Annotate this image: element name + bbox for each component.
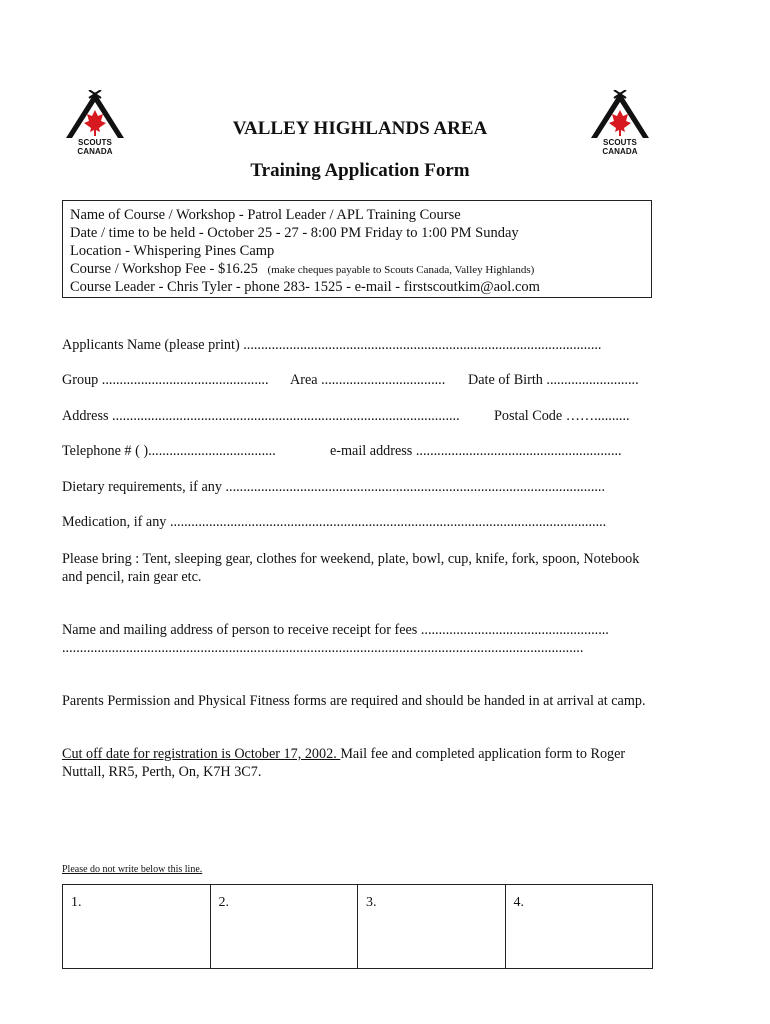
logo-caption: SCOUTS CANADA (77, 138, 113, 156)
date-of-birth-field[interactable]: Date of Birth .......................... (468, 372, 639, 388)
receipt-field-continued[interactable]: ................................................................................................................................................... (62, 640, 584, 656)
page-title: VALLEY HIGHLANDS AREA (232, 118, 488, 139)
receipt-field[interactable]: Name and mailing address of person to receive receipt for fees ..................................................... (62, 622, 609, 638)
course-leader-line: Course Leader - Chris Tyler - phone 283- 1525 - e-mail - firstscoutkim@aol.com (70, 279, 540, 295)
postal-code-field[interactable]: Postal Code …….......... (494, 408, 630, 424)
cutoff-date: Cut off date for registration is October 17, 2002. (62, 746, 341, 762)
logo-caption: SCOUTS CANADA (602, 138, 638, 156)
permission-note: Parents Permission and Physical Fitness forms are required and should be handed in at arrival at camp. (62, 693, 646, 709)
course-fee: Course / Workshop Fee - $16.25 (70, 261, 258, 277)
office-box-3: 3. (358, 885, 506, 969)
course-name-line: Name of Course / Workshop - Patrol Leader / APL Training Course (70, 207, 461, 223)
cutoff-line-1 (62, 746, 625, 763)
office-use-note: Please do not write below this line. (62, 864, 203, 875)
office-box-4: 4. (505, 885, 653, 969)
cutoff-line-2: Nuttall, RR5, Perth, On, K7H 3C7. (62, 764, 262, 780)
office-box-1: 1. (63, 885, 211, 969)
address-field[interactable]: Address .................................................................................................. (62, 408, 460, 424)
please-bring-line-1: Please bring : Tent, sleeping gear, clothes for weekend, plate, bowl, cup, knife, fork, spoon, Notebook (62, 551, 640, 567)
course-info-box (62, 200, 652, 298)
applicant-name-field[interactable]: Applicants Name (please print) ..................................................................................................... (62, 337, 602, 353)
group-field[interactable]: Group ............................................... (62, 372, 269, 388)
dietary-field[interactable]: Dietary requirements, if any ........................................................................................................... (62, 479, 606, 495)
course-fee-line (70, 261, 534, 278)
area-field[interactable]: Area ................................... (290, 372, 446, 388)
fee-note: (make cheques payable to Scouts Canada, Valley Highlands) (267, 264, 535, 276)
page-subtitle: Training Application Form (250, 160, 470, 181)
office-box-2: 2. (210, 885, 358, 969)
email-field[interactable]: e-mail address .......................................................... (330, 443, 622, 459)
please-bring-line-2: and pencil, rain gear etc. (62, 569, 202, 585)
medication-field[interactable]: Medication, if any ........................................................................................................................... (62, 514, 607, 530)
office-use-table (62, 884, 653, 969)
course-date-line: Date / time to be held - October 25 - 27 - 8:00 PM Friday to 1:00 PM Sunday (70, 225, 519, 241)
cutoff-instructions: Mail fee and completed application form to Roger (340, 746, 626, 762)
course-location-line: Location - Whispering Pines Camp (70, 243, 275, 259)
telephone-field[interactable]: Telephone # ( ).................................... (62, 443, 276, 459)
